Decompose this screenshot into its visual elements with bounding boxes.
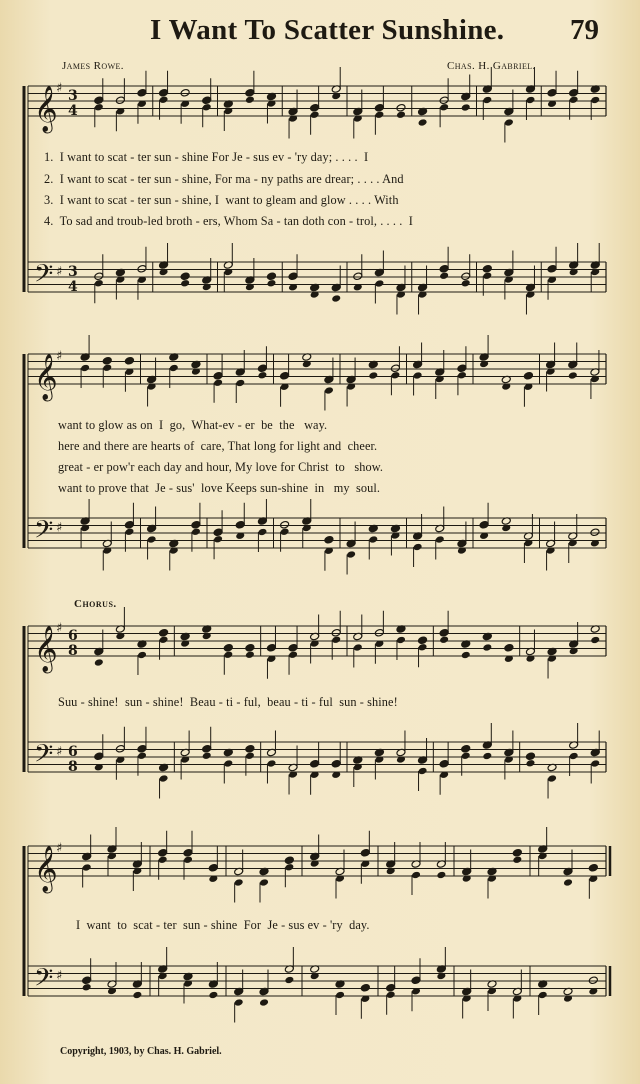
notehead [115,744,125,753]
notehead [479,520,489,529]
notehead [390,371,400,380]
notehead [324,535,334,544]
notehead [137,651,147,660]
lyricist-credit: James Rowe. [62,60,124,72]
notehead [590,636,600,645]
notehead [102,356,112,365]
notehead [132,991,142,1000]
time-signature-top: 6 [68,628,78,644]
sharp-sign: ♯ [56,744,63,760]
notehead [234,878,244,887]
time-signature-top: 6 [68,744,78,760]
notehead [208,863,218,872]
notehead [137,264,147,273]
notehead [94,96,104,105]
notehead [288,650,298,659]
notehead [411,976,421,985]
notehead [288,272,298,281]
notehead [563,878,573,887]
chorus-label: Chorus. [74,598,117,610]
treble-clef: 𝄞 [34,846,58,892]
notehead [223,643,233,652]
treble-staff-chorus-2 [0,836,640,906]
notehead [413,371,423,380]
notehead [266,272,276,281]
notehead [235,520,245,529]
notehead [310,759,320,768]
notehead [183,848,193,857]
sharp-sign: ♯ [56,349,63,364]
bass-staff-system-1 [0,252,640,322]
notehead [94,272,104,281]
notehead [457,364,467,373]
treble-clef: 𝄞 [34,626,58,672]
notehead [331,294,341,303]
notehead [374,103,384,112]
notehead [202,103,212,112]
notehead [245,88,255,97]
notehead [368,371,378,380]
sharp-sign: ♯ [56,968,63,984]
notehead [353,272,363,281]
notehead [538,991,548,1000]
notehead [284,856,294,865]
notehead [525,759,535,768]
system-bracket-4 [0,836,30,1026]
notehead [353,643,363,652]
notehead [360,848,370,857]
composer-credit: Chas. H. Gabriel. [447,60,536,72]
notehead [504,118,514,127]
notehead [266,279,276,288]
notehead [374,628,384,637]
notehead [461,279,471,288]
notehead [82,863,92,872]
notehead [461,272,471,281]
notehead [94,658,104,667]
bass-clef: 𝄢 [34,259,54,295]
notehead [223,759,233,768]
notehead [523,371,533,380]
notehead [569,88,579,97]
notehead [331,759,341,768]
notehead [245,751,255,760]
verse-line: 4. To sad and troub-led broth - ers, Whom Sa - tan doth con - trol, . . . . I [44,214,413,228]
notehead [259,878,269,887]
notehead [266,759,276,768]
notehead [169,364,179,373]
notehead [94,279,104,288]
bass-staff-system-2 [0,508,640,578]
notehead [124,527,134,536]
bass-staff-chorus-2 [0,956,640,1026]
notehead [259,998,269,1007]
notehead [324,386,334,395]
notehead [266,643,276,652]
notehead [180,279,190,288]
notehead [284,976,294,985]
notehead [588,863,598,872]
notehead [208,991,218,1000]
notehead [396,110,406,119]
notehead [396,103,406,112]
notehead [439,103,449,112]
notehead [257,371,267,380]
notehead [158,855,168,864]
time-signature-bottom: 8 [68,643,78,659]
notehead [461,103,471,112]
verse-line: 1. I want to scat - ter sun - shine For Je - sus ev - 'ry day; . . . . I [44,150,369,164]
notehead [191,527,201,536]
notehead [590,759,600,768]
verse-line: great - er pow'r each day and hour, My love for Christ to show. [58,460,384,474]
notehead [590,528,600,537]
bass-staff-chorus-1 [0,732,640,802]
sharp-sign: ♯ [56,520,63,536]
notehead [374,279,384,288]
notehead [411,871,421,880]
notehead [257,364,267,373]
notehead [439,759,449,768]
notehead [461,751,471,760]
notehead [147,535,157,544]
notehead [569,95,579,104]
notehead [482,264,492,273]
notehead [159,774,169,783]
notehead [94,752,104,761]
notehead [102,363,112,372]
notehead [512,848,522,857]
notehead [280,520,290,529]
notehead [180,88,190,97]
notehead [202,96,212,105]
notehead [234,998,244,1007]
notehead [512,855,522,864]
sharp-sign: ♯ [56,81,63,96]
notehead [386,983,396,992]
notehead [439,264,449,273]
notehead [280,371,290,380]
system-bracket-3 [0,616,30,802]
verse-line: 2. I want to scat - ter sun - shine, For ma - ny paths are drear; . . . . And [44,172,404,186]
notehead [159,628,169,637]
treble-clef: 𝄞 [34,354,58,400]
notehead [159,88,169,97]
notehead [137,88,147,97]
notehead [461,744,471,753]
notehead [331,628,341,637]
notehead [413,543,423,552]
notehead [310,103,320,112]
notehead [461,651,471,660]
notehead [568,371,578,380]
notehead [257,528,267,537]
notehead [525,752,535,761]
notehead [213,371,223,380]
bass-clef: 𝄢 [34,739,54,775]
notehead [82,983,92,992]
notehead [245,650,255,659]
notehead [374,110,384,119]
notehead [439,628,449,637]
notehead [213,528,223,537]
notehead [202,751,212,760]
notehead [360,983,370,992]
notehead [124,356,134,365]
notehead [569,752,579,761]
page-number: 79 [570,14,599,46]
notehead [94,103,104,112]
verse-line: 3. I want to scat - ter sun - shine, I want to gleam and glow . . . . With [44,193,399,207]
time-signature-bottom: 4 [68,103,78,119]
notehead [368,535,378,544]
notehead [386,990,396,999]
treble-clef: 𝄞 [34,86,58,132]
notehead [180,272,190,281]
treble-staff-system-1 [0,76,640,146]
notehead [436,871,446,880]
notehead [235,379,245,388]
notehead [439,271,449,280]
time-signature-bottom: 8 [68,759,78,775]
notehead [590,96,600,105]
notehead [335,991,345,1000]
treble-staff-chorus-1 [0,616,640,686]
notehead [457,371,467,380]
notehead [115,96,125,105]
notehead [504,643,514,652]
notehead [223,650,233,659]
chorus-lyric-line: Suu - shine! sun - shine! Beau - ti - ful, beau - ti - ful sun - shine! [58,695,398,709]
notehead [245,744,255,753]
notehead [418,767,428,776]
notehead [482,271,492,280]
hymn-title: I Want To Scatter Sunshine. [150,14,505,46]
notehead [418,636,428,645]
notehead [124,520,134,529]
notehead [482,643,492,652]
notehead [137,744,147,753]
notehead [82,976,92,985]
notehead [245,95,255,104]
notehead [213,535,223,544]
notehead [159,635,169,644]
notehead [288,643,298,652]
notehead [284,863,294,872]
time-signature-top: 3 [68,88,78,104]
bass-clef: 𝄢 [34,515,54,551]
notehead [80,364,90,373]
notehead [547,264,557,273]
verse-line: want to prove that Je - sus' love Keeps sun-shine in my soul. [58,481,381,495]
notehead [310,110,320,119]
notehead [482,752,492,761]
notehead [435,535,445,544]
notehead [418,643,428,652]
sharp-sign: ♯ [56,621,63,636]
notehead [547,774,557,783]
notehead [137,751,147,760]
notehead [525,96,535,105]
notehead [245,643,255,652]
verse-line: want to glow as on I go, What-ev - er be the way. [58,418,328,432]
bass-clef: 𝄢 [34,963,54,999]
notehead [346,550,356,559]
system-bracket-2 [0,344,30,578]
notehead [191,520,201,529]
notehead [439,635,449,644]
time-signature-top: 3 [68,264,78,280]
copyright-notice: Copyright, 1903, by Chas. H. Gabriel. [60,1046,222,1057]
chorus-lyric-line: I want to scat - ter sun - shine For Je - sus ev - 'ry day. [76,918,370,932]
notehead [158,848,168,857]
treble-staff-system-2 [0,344,640,414]
sharp-sign: ♯ [56,841,63,856]
notehead [396,636,406,645]
sharp-sign: ♯ [56,264,63,280]
notehead [331,635,341,644]
notehead [482,96,492,105]
notehead [183,855,193,864]
notehead [547,88,557,97]
verse-line: here and there are hearts of care, That long for light and cheer. [58,439,378,453]
notehead [418,118,428,127]
notehead [588,976,598,985]
time-signature-bottom: 4 [68,279,78,295]
notehead [159,95,169,104]
notehead [390,364,400,373]
notehead [280,527,290,536]
system-bracket-1 [0,76,30,322]
notehead [202,744,212,753]
notehead [213,378,223,387]
notehead [439,96,449,105]
